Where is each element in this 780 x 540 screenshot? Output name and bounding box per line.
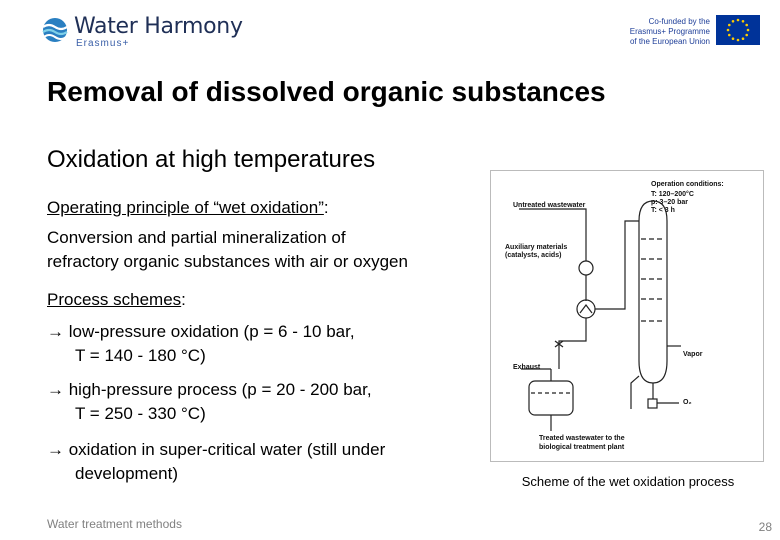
principle-line: refractory organic substances with air or oxygen bbox=[47, 252, 408, 271]
schemes-heading: Process schemes: bbox=[47, 290, 186, 309]
logo-text: Water Harmony bbox=[74, 14, 243, 39]
fig-cond-1: T: 120–200°C bbox=[651, 191, 694, 198]
fig-cond-3: T: < 3 h bbox=[651, 207, 675, 214]
scheme-item-line1: → low-pressure oxidation (p = 6 - 10 bar, bbox=[47, 322, 355, 341]
logo-subtitle: Erasmus+ bbox=[76, 38, 130, 49]
fig-untreated: Untreated wastewater bbox=[513, 202, 586, 209]
page-number: 28 bbox=[758, 520, 772, 534]
scheme-item-line2: T = 250 - 330 °C) bbox=[75, 404, 206, 423]
fig-exhaust: Exhaust bbox=[513, 364, 541, 371]
reactor-column bbox=[639, 201, 667, 383]
fig-o2: O₂ bbox=[683, 399, 692, 406]
principle-line: Conversion and partial mineralization of bbox=[47, 228, 346, 247]
heat-exchanger-icon bbox=[577, 300, 595, 318]
fig-treated-2: biological treatment plant bbox=[539, 444, 625, 451]
figure-caption: Scheme of the wet oxidation process bbox=[521, 474, 735, 489]
logo-waves-icon bbox=[40, 16, 70, 44]
eu-cofunding-text bbox=[610, 17, 710, 47]
fig-conditions-title: Operation conditions: bbox=[651, 181, 724, 188]
slide-title: Removal of dissolved organic substances bbox=[47, 76, 606, 107]
process-diagram bbox=[491, 171, 763, 461]
eu-line: Erasmus+ Programme bbox=[629, 27, 710, 36]
scheme-item-line2: development) bbox=[75, 464, 179, 483]
oxygen-injector bbox=[648, 399, 657, 408]
footer-course-name: Water treatment methods bbox=[47, 517, 182, 531]
scheme-item-line2: T = 140 - 180 °C) bbox=[75, 346, 206, 365]
fig-vapor: Vapor bbox=[683, 351, 703, 358]
eu-line: of the European Union bbox=[629, 37, 710, 46]
scheme-item-line1: → oxidation in super-critical water (still under bbox=[47, 440, 386, 459]
principle-heading-text: Operating principle of “wet oxidation” bbox=[47, 198, 324, 217]
eu-line: Co-funded by the bbox=[648, 17, 710, 26]
process-scheme-figure bbox=[490, 170, 764, 462]
eu-flag-icon bbox=[716, 15, 760, 45]
fig-aux-1: Auxiliary materials bbox=[505, 244, 568, 251]
fig-aux-2: (catalysts, acids) bbox=[505, 252, 562, 259]
fig-treated-1: Treated wastewater to the bbox=[539, 435, 625, 442]
slide-subtitle: Oxidation at high temperatures bbox=[47, 146, 376, 173]
schemes-heading-text: Process schemes bbox=[47, 290, 182, 309]
pump-icon bbox=[579, 261, 593, 275]
scheme-item-line1: → high-pressure process (p = 20 - 200 bar, bbox=[47, 380, 372, 399]
principle-heading: Operating principle of “wet oxidation”: bbox=[47, 198, 329, 217]
fig-cond-2: p: 3–20 bar bbox=[651, 199, 688, 206]
separator-vessel bbox=[529, 381, 573, 415]
